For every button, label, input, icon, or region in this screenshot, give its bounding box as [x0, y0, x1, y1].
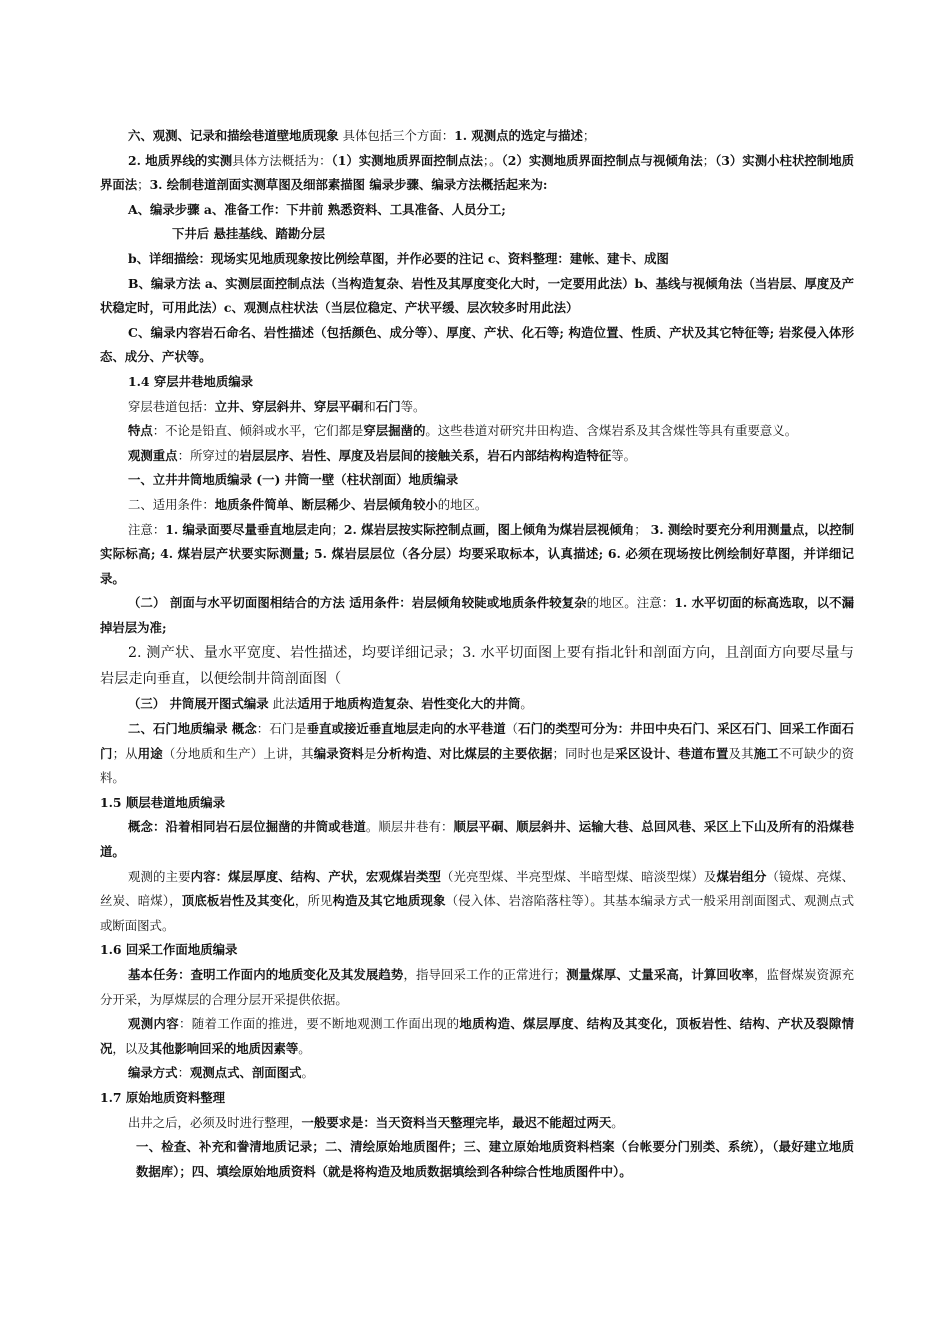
- text-run: 。: [520, 696, 533, 712]
- text-run: 的主要: [153, 868, 191, 884]
- bold-text-run: 特点: [128, 423, 153, 439]
- text-run: 穿层巷道包括：: [128, 398, 215, 414]
- bold-text-run: 1. 编录面要尽量垂直地层走向: [165, 521, 332, 537]
- bold-text-run: 二、石门地质编录 概念: [128, 721, 257, 737]
- bold-text-run: 一、立井井筒地质编录 (一) 井筒一壁（柱状剖面）地质编录: [128, 472, 459, 488]
- bold-text-run: 1.5 顺层巷道地质编录: [100, 794, 225, 810]
- paragraph: [100, 124, 854, 149]
- bold-text-run: 一、检查、补充和誊清地质记录；二、清绘原始地质图件；三、建立原始地质资料档案（台帐要分门别类、系统），（最好建立地质数据库）；四、填绘原始地质资料（就是将构造及地质数据填绘到各种综合性地质图件中）。: [136, 1139, 854, 1179]
- text-run: ：不论是铅直、倾斜或水平，它们都是: [152, 423, 364, 439]
- paragraph: [100, 444, 854, 469]
- paragraph: [100, 222, 854, 247]
- text-run: 2. 测产状、量水平宽度、岩性描述，均要详细记录；3. 水平切面图上要有指北针和剖面方向，且剖面方向要尽量与岩层走向垂直，以便绘制井筒剖面图（: [100, 645, 854, 688]
- bold-text-run: 内容：煤层厚度、结构、产状，宏观煤岩类型: [190, 868, 441, 884]
- paragraph: [100, 1012, 854, 1061]
- bold-text-run: （二） 剖面与水平切面图相结合的方法 适用条件：岩层倾角较陡或地质条件较复杂: [128, 595, 587, 611]
- bold-text-run: 煤岩组分: [716, 868, 767, 884]
- text-run: 。: [611, 1114, 624, 1130]
- text-run: ；: [137, 177, 150, 193]
- paragraph: [100, 198, 854, 223]
- text-run: 注意：: [128, 521, 166, 537]
- text-run: ；。: [482, 152, 502, 168]
- paragraph: [100, 938, 854, 963]
- paragraph: [100, 791, 854, 816]
- bold-text-run: 立井、穿层斜井、穿层平硐: [214, 398, 364, 414]
- text-run: 。这些巷道对研究井田构造、含煤岩系及其含煤性等具有重要意义。: [425, 423, 798, 439]
- bold-text-run: 用途: [137, 745, 163, 761]
- paragraph: [100, 640, 854, 692]
- text-run: （镜煤、亮煤、丝炭、暗煤），: [100, 868, 855, 909]
- text-run: （: [505, 721, 519, 737]
- text-run: 具体包括三个方面：: [338, 128, 455, 143]
- text-run: 二、适用条件：: [128, 496, 215, 512]
- text-run: ：石门是: [256, 721, 307, 737]
- text-run: ；: [331, 521, 344, 537]
- bold-text-run: 分析构造、对比煤层的主要依据: [376, 745, 553, 761]
- text-run: 的地区。: [437, 496, 488, 512]
- bold-text-run: 石门: [375, 398, 401, 414]
- bold-text-run: （1）实测地质界面控制点法: [331, 152, 483, 168]
- bold-text-run: A、编录步骤 a、准备工作：下井前 熟悉资料、工具准备、人员分工;: [128, 201, 506, 217]
- bold-text-run: 概念：沿着相同岩石层位掘凿的井筒或巷道: [128, 819, 366, 835]
- text-run: ，监督煤炭资源充分开采，为厚煤层的合理分层开采提供依据。: [100, 967, 855, 1007]
- paragraph: [100, 321, 854, 370]
- bold-text-run: 地质条件简单、断层稀少、岩层倾角较小: [214, 496, 438, 512]
- bold-text-run: 编录方式: [128, 1065, 178, 1081]
- bold-text-run: 一般要求是：当天资料当天整理完毕，最迟不能超过两天: [301, 1114, 612, 1130]
- bold-text-run: 穿层掘凿的: [363, 423, 426, 439]
- text-run: 不可缺少的资料。: [100, 745, 855, 786]
- bold-text-run: 2. 煤岩层按实际控制点画，图上倾角为煤岩层视倾角: [343, 521, 635, 537]
- text-run: 和: [363, 398, 376, 414]
- bold-text-run: 3. 测绘时要充分利用测量点，以控制实际标高; 4. 煤岩层产状要实际测量; 5. 煤岩层层位（各分层）均要采取标本，认真描述; 6. 必须在现场按比例绘制好草图，并详细记录。: [100, 521, 855, 586]
- paragraph: [100, 518, 854, 592]
- text-run: 是: [363, 745, 377, 761]
- bold-text-run: B、编录方法 a、实测层面控制点法（当构造复杂、岩性及其厚度变化大时，一定要用此法）b、基线与视倾角法（当岩层、厚度及产状稳定时，可用此法）c、观测点柱状法（当层位稳定、产状平缓、层次较多时用此法）: [100, 275, 854, 316]
- bold-text-run: 1. 水平切面的标高选取，以不漏掉岩层为准;: [100, 595, 855, 635]
- bold-text-run: 下井后 悬挂基线、踏勘分层: [172, 226, 326, 242]
- bold-text-run: 1.4 穿层井巷地质编录: [128, 373, 253, 389]
- text-run: （侵入体、岩溶陷落柱等）。其基本编录方式一般采用剖面图式、观测点式或断面图式。: [100, 893, 855, 933]
- bold-text-run: 基本任务：查明工作面内的地质变化及其发展趋势: [128, 967, 404, 982]
- bold-text-run: b、详细描绘：现场实见地质现象按比例绘草图，并作必要的注记 c、资料整理：建帐、建卡、成图: [128, 250, 669, 266]
- text-run: 此法: [268, 696, 298, 712]
- paragraph: [100, 963, 854, 1012]
- bold-text-run: 适用于地质构造复杂、岩性变化大的井筒: [297, 696, 521, 712]
- text-run: ；从: [112, 745, 138, 761]
- paragraph: [100, 395, 854, 420]
- text-run: 等。: [611, 447, 637, 463]
- bold-text-run: 测量煤厚、丈量采高，计算回收率: [566, 967, 754, 982]
- paragraph: [100, 272, 854, 321]
- bold-text-run: C、编录内容岩石命名、岩性描述（包括颜色、成分等）、厚度、产状、化石等; 构造位置、性质、产状及其它特征等; 岩浆侵入体形态、成分、产状等。: [100, 324, 854, 365]
- text-run: 出井之后，必须及时进行整理，: [128, 1114, 302, 1130]
- text-run: 及其: [728, 745, 754, 761]
- text-run: ：随着工作面的推进，要不断地观测工作面出现的: [178, 1016, 460, 1032]
- text-run: ；: [582, 128, 596, 143]
- bold-text-run: 顶底板岩性及其变化: [181, 893, 295, 909]
- bold-text-run: 六、观测、记录和描绘巷道壁地质现象: [128, 128, 339, 143]
- text-run: ：所穿过的: [177, 447, 240, 463]
- paragraph: [100, 815, 854, 864]
- text-run: ，指导回采工作的正常进行；: [403, 967, 567, 982]
- bold-text-run: （3）实测小柱状控制地质界面法: [100, 152, 855, 193]
- paragraph: [100, 717, 854, 791]
- bold-text-run: 1.6 回采工作面地质编录: [100, 942, 238, 958]
- bold-text-run: 其他影响回采的地质因素等: [149, 1040, 299, 1056]
- text-run: 等。: [400, 398, 426, 414]
- paragraph: [100, 1135, 854, 1184]
- paragraph: [100, 1111, 854, 1136]
- paragraph: [100, 419, 854, 444]
- bold-text-run: 施工: [753, 745, 779, 761]
- bold-text-run: 3. 绘制巷道剖面实测草图及细部素描图 编录步骤、编录方法概括起来为:: [149, 177, 548, 193]
- text-run: 具体方法概括为：: [232, 152, 332, 168]
- bold-text-run: 采区设计、巷道布置: [615, 745, 729, 761]
- paragraph: [100, 370, 854, 395]
- text-run: 。顺层井巷有：: [365, 819, 454, 835]
- text-run: ；同时也是: [552, 745, 616, 761]
- text-run: ：: [177, 1065, 190, 1081]
- text-run: （分地质和生产）上讲，其: [162, 745, 314, 761]
- text-run: ；: [634, 521, 651, 537]
- text-run: ，所见: [294, 893, 333, 909]
- text-run: ；: [702, 152, 716, 168]
- bold-text-run: 2. 地质界线的实测: [128, 152, 233, 168]
- text-run: 观测: [128, 868, 154, 884]
- paragraph: [100, 591, 854, 640]
- paragraph: [100, 865, 854, 939]
- bold-text-run: 1.7 原始地质资料整理: [100, 1089, 225, 1105]
- bold-text-run: 岩层层序、岩性、厚度及岩层间的接触关系，岩石内部结构构造特征: [239, 447, 612, 463]
- paragraph: [100, 468, 854, 493]
- bold-text-run: 观测重点: [128, 447, 178, 463]
- bold-text-run: 垂直或接近垂直地层走向的水平巷道: [306, 721, 506, 737]
- paragraph: [100, 493, 854, 518]
- text-run: 。: [301, 1065, 314, 1081]
- bold-text-run: 观测点式、剖面图式: [189, 1065, 302, 1081]
- text-run: 的地区。注意：: [586, 595, 675, 611]
- paragraph: [100, 247, 854, 272]
- text-run: 。: [298, 1040, 311, 1056]
- text-run: （光亮型煤、半亮型煤、半暗型煤、暗淡型煤）及: [441, 868, 717, 884]
- bold-text-run: 构造及其它地质现象: [332, 893, 446, 909]
- bold-text-run: （三） 井筒展开图式编录: [128, 696, 269, 712]
- bold-text-run: 编录资料: [313, 745, 364, 761]
- text-run: ，以及: [112, 1040, 150, 1056]
- bold-text-run: 地质构造、煤层厚度、结构及其变化，顶板岩性、结构、产状及裂隙情况: [100, 1016, 855, 1056]
- paragraph: [100, 1061, 854, 1086]
- paragraph: [100, 692, 854, 717]
- paragraph: [100, 1086, 854, 1111]
- bold-text-run: 1. 观测点的选定与描述: [454, 128, 583, 143]
- bold-text-run: 顺层平硐、顺层斜井、运输大巷、总回风巷、采区上下山及所有的沿煤巷道。: [100, 819, 855, 860]
- bold-text-run: 石门的类型可分为：井田中央石门、采区石门、回采工作面石门: [100, 721, 855, 761]
- paragraph: [100, 149, 854, 198]
- bold-text-run: 观测内容: [128, 1016, 179, 1032]
- bold-text-run: （2）实测地质界面控制点与视倾角法: [501, 152, 703, 168]
